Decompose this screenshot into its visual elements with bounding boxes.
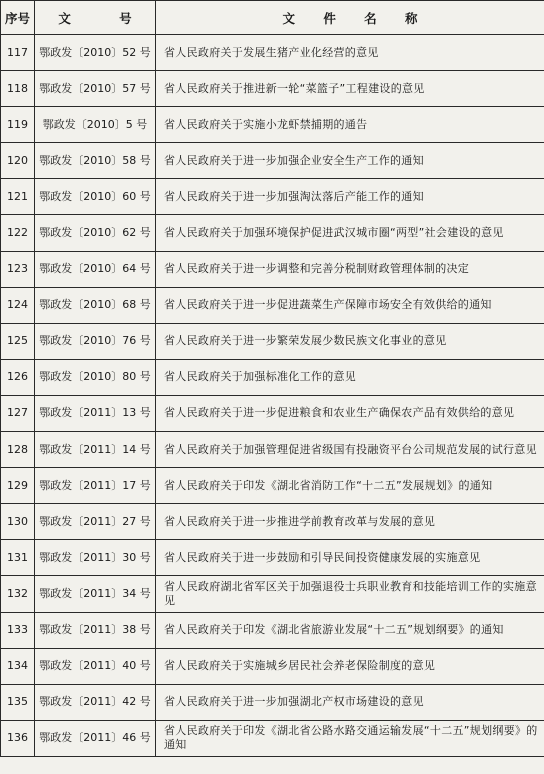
table-row — [1, 251, 544, 287]
table-row — [1, 612, 544, 648]
table-row — [1, 215, 544, 251]
doc-number: 鄂政发〔2010〕5 号 — [35, 107, 156, 143]
row-number: 119 — [1, 107, 35, 143]
row-number: 133 — [1, 612, 35, 648]
doc-title: 省人民政府关于加强标准化工作的意见 — [156, 359, 544, 395]
doc-title: 省人民政府关于进一步加强企业安全生产工作的通知 — [156, 143, 544, 179]
table-row — [1, 720, 544, 756]
table-row — [1, 143, 544, 179]
table-row — [1, 107, 544, 143]
doc-number: 鄂政发〔2011〕38 号 — [35, 612, 156, 648]
row-number: 130 — [1, 504, 35, 540]
row-number: 128 — [1, 432, 35, 468]
table-row — [1, 504, 544, 540]
doc-title: 省人民政府关于加强管理促进省级国有投融资平台公司规范发展的试行意见 — [156, 432, 544, 468]
doc-title: 省人民政府关于进一步加强淘汰落后产能工作的通知 — [156, 179, 544, 215]
row-number: 132 — [1, 576, 35, 612]
doc-number: 鄂政发〔2011〕42 号 — [35, 684, 156, 720]
row-number: 126 — [1, 359, 35, 395]
row-number: 135 — [1, 684, 35, 720]
row-number: 121 — [1, 179, 35, 215]
row-number: 123 — [1, 251, 35, 287]
doc-number: 鄂政发〔2010〕64 号 — [35, 251, 156, 287]
doc-number: 鄂政发〔2010〕62 号 — [35, 215, 156, 251]
table-row — [1, 432, 544, 468]
row-number: 117 — [1, 35, 35, 71]
doc-title: 省人民政府关于进一步调整和完善分税制财政管理体制的决定 — [156, 251, 544, 287]
row-number: 134 — [1, 648, 35, 684]
doc-number: 鄂政发〔2011〕34 号 — [35, 576, 156, 612]
doc-number: 鄂政发〔2011〕40 号 — [35, 648, 156, 684]
doc-number: 鄂政发〔2011〕17 号 — [35, 468, 156, 504]
row-number: 120 — [1, 143, 35, 179]
table-row — [1, 323, 544, 359]
header-doc-number: 文 号 — [35, 1, 156, 35]
table-row — [1, 540, 544, 576]
row-number: 118 — [1, 71, 35, 107]
doc-title: 省人民政府关于实施小龙虾禁捕期的通告 — [156, 107, 544, 143]
doc-number: 鄂政发〔2010〕80 号 — [35, 359, 156, 395]
doc-number: 鄂政发〔2010〕52 号 — [35, 35, 156, 71]
table-row — [1, 35, 544, 71]
doc-number: 鄂政发〔2010〕58 号 — [35, 143, 156, 179]
table-row — [1, 468, 544, 504]
table-row — [1, 287, 544, 323]
row-number: 127 — [1, 395, 35, 431]
doc-title: 省人民政府关于发展生猪产业化经营的意见 — [156, 35, 544, 71]
doc-title: 省人民政府关于推进新一轮“菜篮子”工程建设的意见 — [156, 71, 544, 107]
row-number: 125 — [1, 323, 35, 359]
row-number: 124 — [1, 287, 35, 323]
doc-title: 省人民政府关于进一步促进粮食和农业生产确保农产品有效供给的意见 — [156, 395, 544, 431]
doc-number: 鄂政发〔2011〕46 号 — [35, 720, 156, 756]
doc-title: 省人民政府关于进一步促进蔬菜生产保障市场安全有效供给的通知 — [156, 287, 544, 323]
doc-title: 省人民政府关于印发《湖北省公路水路交通运输发展“十二五”规划纲要》的通知 — [156, 720, 544, 756]
doc-title: 省人民政府关于进一步加强湖北产权市场建设的意见 — [156, 684, 544, 720]
header-row — [1, 1, 544, 35]
doc-title: 省人民政府关于加强环境保护促进武汉城市圈“两型”社会建设的意见 — [156, 215, 544, 251]
table-row — [1, 179, 544, 215]
header-no: 序号 — [1, 1, 35, 35]
doc-number: 鄂政发〔2010〕68 号 — [35, 287, 156, 323]
row-number: 131 — [1, 540, 35, 576]
doc-number: 鄂政发〔2010〕57 号 — [35, 71, 156, 107]
table-row — [1, 576, 544, 612]
row-number: 122 — [1, 215, 35, 251]
doc-number: 鄂政发〔2010〕60 号 — [35, 179, 156, 215]
table-row — [1, 71, 544, 107]
doc-number: 鄂政发〔2011〕27 号 — [35, 504, 156, 540]
doc-title: 省人民政府湖北省军区关于加强退役士兵职业教育和技能培训工作的实施意见 — [156, 576, 544, 612]
doc-title: 省人民政府关于进一步鼓励和引导民间投资健康发展的实施意见 — [156, 540, 544, 576]
table-row — [1, 395, 544, 431]
table-row — [1, 359, 544, 395]
doc-title: 省人民政府关于印发《湖北省旅游业发展“十二五”规划纲要》的通知 — [156, 612, 544, 648]
row-number: 129 — [1, 468, 35, 504]
row-number: 136 — [1, 720, 35, 756]
doc-title: 省人民政府关于进一步繁荣发展少数民族文化事业的意见 — [156, 323, 544, 359]
doc-number: 鄂政发〔2011〕14 号 — [35, 432, 156, 468]
doc-number: 鄂政发〔2011〕13 号 — [35, 395, 156, 431]
doc-number: 鄂政发〔2010〕76 号 — [35, 323, 156, 359]
doc-title: 省人民政府关于印发《湖北省消防工作“十二五”发展规划》的通知 — [156, 468, 544, 504]
table-row — [1, 684, 544, 720]
table-row — [1, 648, 544, 684]
header-doc-title: 文 件 名 称 — [156, 1, 544, 35]
doc-number: 鄂政发〔2011〕30 号 — [35, 540, 156, 576]
doc-title: 省人民政府关于进一步推进学前教育改革与发展的意见 — [156, 504, 544, 540]
doc-title: 省人民政府关于实施城乡居民社会养老保险制度的意见 — [156, 648, 544, 684]
